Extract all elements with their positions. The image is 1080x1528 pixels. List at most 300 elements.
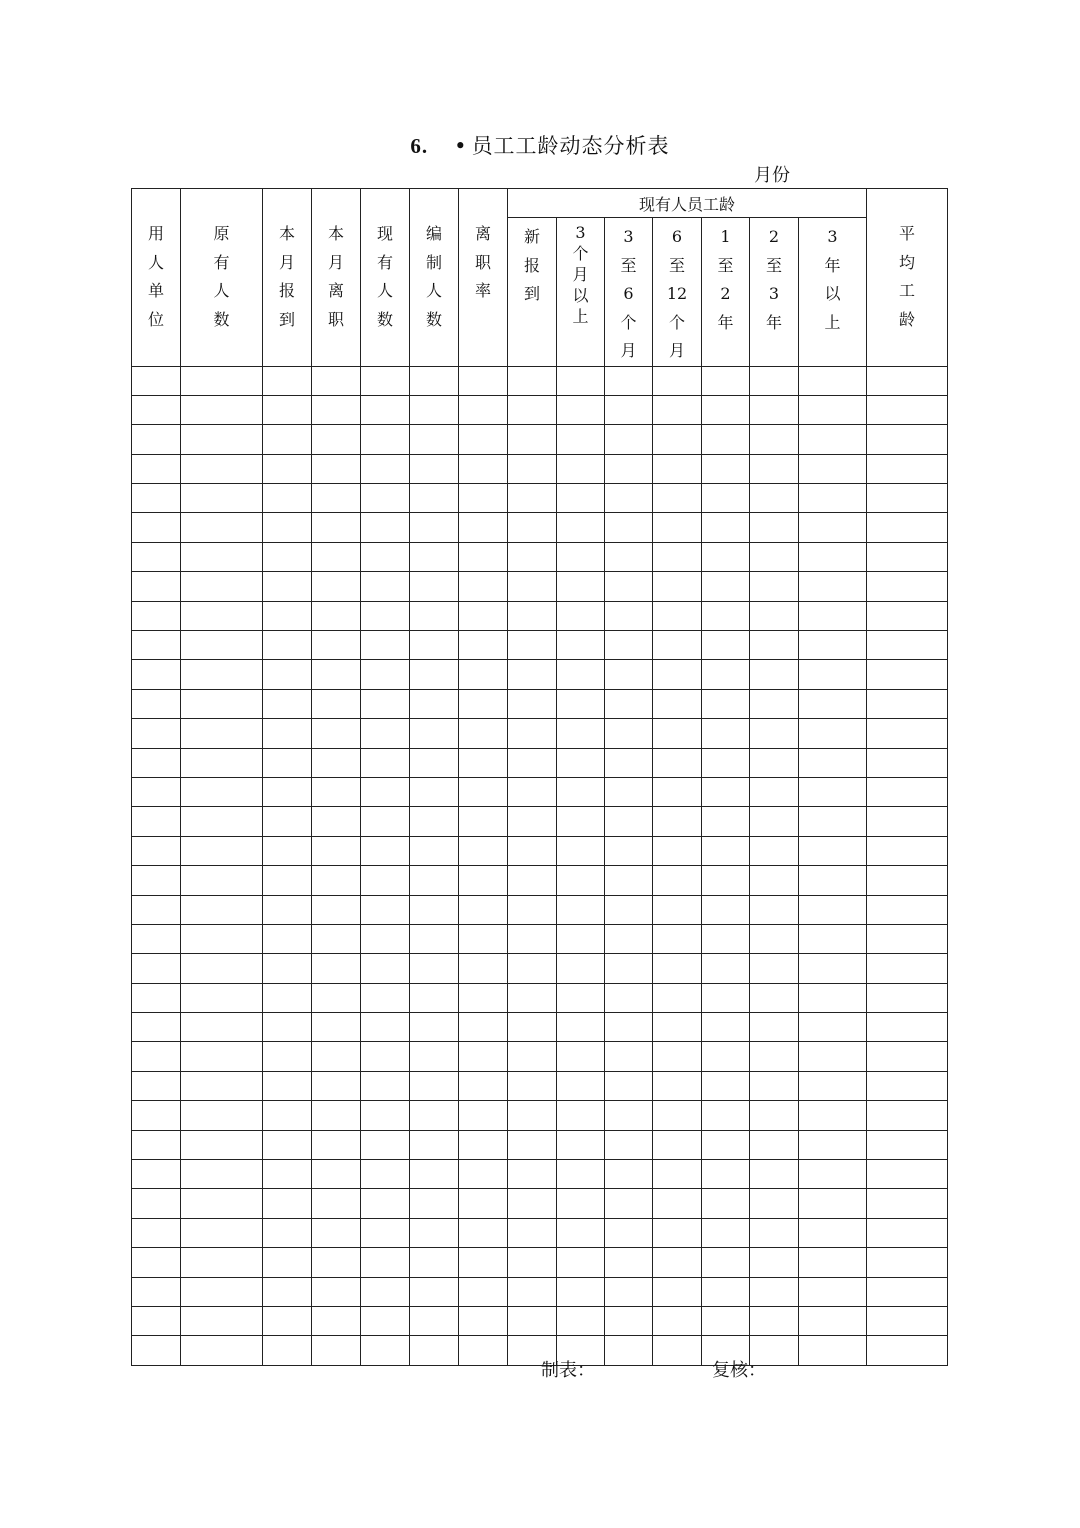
table-cell[interactable]: [799, 542, 867, 571]
table-cell[interactable]: [132, 1071, 181, 1100]
table-cell[interactable]: [181, 1013, 263, 1042]
table-cell[interactable]: [181, 631, 263, 660]
table-cell[interactable]: [312, 542, 361, 571]
table-cell[interactable]: [508, 1160, 557, 1189]
table-cell[interactable]: [799, 807, 867, 836]
table-cell[interactable]: [312, 1071, 361, 1100]
table-cell[interactable]: [867, 689, 948, 718]
table-cell[interactable]: [508, 866, 557, 895]
table-cell[interactable]: [605, 748, 653, 777]
table-cell[interactable]: [702, 748, 750, 777]
table-cell[interactable]: [702, 954, 750, 983]
table-cell[interactable]: [410, 601, 459, 630]
table-cell[interactable]: [181, 425, 263, 454]
table-cell[interactable]: [750, 807, 799, 836]
table-cell[interactable]: [459, 777, 508, 806]
table-cell[interactable]: [702, 1071, 750, 1100]
table-cell[interactable]: [653, 1277, 702, 1306]
table-cell[interactable]: [508, 983, 557, 1012]
table-cell[interactable]: [750, 542, 799, 571]
table-cell[interactable]: [132, 895, 181, 924]
table-cell[interactable]: [361, 924, 410, 953]
table-cell[interactable]: [508, 542, 557, 571]
table-cell[interactable]: [459, 719, 508, 748]
table-cell[interactable]: [799, 1336, 867, 1365]
table-cell[interactable]: [653, 1160, 702, 1189]
table-cell[interactable]: [410, 1248, 459, 1277]
table-cell[interactable]: [605, 1071, 653, 1100]
table-cell[interactable]: [181, 601, 263, 630]
table-cell[interactable]: [508, 1218, 557, 1247]
table-cell[interactable]: [867, 1189, 948, 1218]
table-cell[interactable]: [702, 1160, 750, 1189]
table-cell[interactable]: [361, 1160, 410, 1189]
table-cell[interactable]: [605, 366, 653, 395]
table-cell[interactable]: [867, 454, 948, 483]
table-cell[interactable]: [508, 1013, 557, 1042]
table-cell[interactable]: [410, 454, 459, 483]
table-cell[interactable]: [653, 1189, 702, 1218]
table-cell[interactable]: [508, 425, 557, 454]
table-cell[interactable]: [312, 1277, 361, 1306]
table-cell[interactable]: [181, 660, 263, 689]
table-cell[interactable]: [132, 1013, 181, 1042]
table-cell[interactable]: [508, 836, 557, 865]
table-cell[interactable]: [312, 631, 361, 660]
table-cell[interactable]: [132, 425, 181, 454]
table-cell[interactable]: [263, 631, 312, 660]
table-cell[interactable]: [459, 454, 508, 483]
table-cell[interactable]: [263, 1071, 312, 1100]
table-cell[interactable]: [312, 1160, 361, 1189]
table-cell[interactable]: [557, 1189, 605, 1218]
table-cell[interactable]: [799, 1013, 867, 1042]
table-cell[interactable]: [653, 1130, 702, 1159]
table-cell[interactable]: [605, 1101, 653, 1130]
table-cell[interactable]: [263, 1307, 312, 1336]
table-cell[interactable]: [557, 1130, 605, 1159]
table-cell[interactable]: [410, 924, 459, 953]
table-cell[interactable]: [799, 366, 867, 395]
table-cell[interactable]: [132, 366, 181, 395]
table-cell[interactable]: [181, 1277, 263, 1306]
table-cell[interactable]: [799, 1218, 867, 1247]
table-cell[interactable]: [459, 660, 508, 689]
table-cell[interactable]: [867, 572, 948, 601]
table-cell[interactable]: [181, 1042, 263, 1071]
table-cell[interactable]: [410, 1336, 459, 1365]
table-cell[interactable]: [410, 660, 459, 689]
table-cell[interactable]: [312, 924, 361, 953]
table-cell[interactable]: [508, 660, 557, 689]
table-cell[interactable]: [132, 1218, 181, 1247]
table-cell[interactable]: [702, 689, 750, 718]
table-cell[interactable]: [263, 1218, 312, 1247]
table-cell[interactable]: [605, 1042, 653, 1071]
table-cell[interactable]: [867, 1218, 948, 1247]
table-cell[interactable]: [361, 1189, 410, 1218]
table-cell[interactable]: [361, 1071, 410, 1100]
table-cell[interactable]: [867, 748, 948, 777]
table-cell[interactable]: [557, 983, 605, 1012]
table-cell[interactable]: [653, 395, 702, 424]
table-cell[interactable]: [867, 777, 948, 806]
table-cell[interactable]: [312, 366, 361, 395]
table-cell[interactable]: [361, 454, 410, 483]
table-cell[interactable]: [702, 366, 750, 395]
table-cell[interactable]: [605, 983, 653, 1012]
table-cell[interactable]: [750, 1189, 799, 1218]
table-cell[interactable]: [799, 748, 867, 777]
table-cell[interactable]: [605, 1130, 653, 1159]
table-cell[interactable]: [410, 1189, 459, 1218]
table-cell[interactable]: [653, 572, 702, 601]
table-cell[interactable]: [312, 777, 361, 806]
table-cell[interactable]: [557, 631, 605, 660]
table-cell[interactable]: [361, 572, 410, 601]
table-cell[interactable]: [361, 689, 410, 718]
table-cell[interactable]: [263, 1013, 312, 1042]
table-cell[interactable]: [181, 719, 263, 748]
table-cell[interactable]: [653, 1218, 702, 1247]
table-cell[interactable]: [508, 513, 557, 542]
table-cell[interactable]: [181, 1248, 263, 1277]
table-cell[interactable]: [312, 484, 361, 513]
table-cell[interactable]: [867, 836, 948, 865]
table-cell[interactable]: [410, 572, 459, 601]
table-cell[interactable]: [702, 484, 750, 513]
table-cell[interactable]: [653, 836, 702, 865]
table-cell[interactable]: [361, 954, 410, 983]
table-cell[interactable]: [750, 513, 799, 542]
table-cell[interactable]: [132, 631, 181, 660]
table-cell[interactable]: [410, 954, 459, 983]
table-cell[interactable]: [410, 719, 459, 748]
table-cell[interactable]: [702, 836, 750, 865]
table-cell[interactable]: [410, 1307, 459, 1336]
table-cell[interactable]: [702, 631, 750, 660]
table-cell[interactable]: [605, 777, 653, 806]
table-cell[interactable]: [361, 866, 410, 895]
table-cell[interactable]: [181, 895, 263, 924]
table-cell[interactable]: [605, 425, 653, 454]
table-cell[interactable]: [459, 836, 508, 865]
table-cell[interactable]: [653, 601, 702, 630]
table-cell[interactable]: [312, 719, 361, 748]
table-cell[interactable]: [799, 484, 867, 513]
table-cell[interactable]: [263, 895, 312, 924]
table-cell[interactable]: [181, 836, 263, 865]
table-cell[interactable]: [799, 1277, 867, 1306]
table-cell[interactable]: [361, 1277, 410, 1306]
table-cell[interactable]: [361, 395, 410, 424]
table-cell[interactable]: [750, 1042, 799, 1071]
table-cell[interactable]: [312, 1307, 361, 1336]
table-cell[interactable]: [361, 1307, 410, 1336]
table-cell[interactable]: [799, 425, 867, 454]
table-cell[interactable]: [263, 1248, 312, 1277]
table-cell[interactable]: [312, 866, 361, 895]
table-cell[interactable]: [263, 924, 312, 953]
table-cell[interactable]: [312, 1189, 361, 1218]
table-cell[interactable]: [702, 807, 750, 836]
table-cell[interactable]: [557, 1160, 605, 1189]
table-cell[interactable]: [263, 425, 312, 454]
table-cell[interactable]: [459, 983, 508, 1012]
table-cell[interactable]: [361, 542, 410, 571]
table-cell[interactable]: [508, 689, 557, 718]
table-cell[interactable]: [410, 895, 459, 924]
table-cell[interactable]: [312, 895, 361, 924]
table-cell[interactable]: [410, 836, 459, 865]
table-cell[interactable]: [361, 1336, 410, 1365]
table-cell[interactable]: [459, 572, 508, 601]
table-cell[interactable]: [181, 1189, 263, 1218]
table-cell[interactable]: [410, 1042, 459, 1071]
table-cell[interactable]: [867, 366, 948, 395]
table-cell[interactable]: [361, 983, 410, 1012]
table-cell[interactable]: [312, 601, 361, 630]
table-cell[interactable]: [361, 484, 410, 513]
table-cell[interactable]: [410, 484, 459, 513]
table-cell[interactable]: [702, 1189, 750, 1218]
table-cell[interactable]: [410, 748, 459, 777]
table-cell[interactable]: [605, 1336, 653, 1365]
table-cell[interactable]: [508, 1042, 557, 1071]
table-cell[interactable]: [557, 395, 605, 424]
table-cell[interactable]: [181, 1336, 263, 1365]
table-cell[interactable]: [799, 631, 867, 660]
table-cell[interactable]: [867, 1248, 948, 1277]
table-cell[interactable]: [361, 513, 410, 542]
table-cell[interactable]: [312, 1336, 361, 1365]
table-cell[interactable]: [312, 1218, 361, 1247]
table-cell[interactable]: [181, 954, 263, 983]
table-cell[interactable]: [508, 748, 557, 777]
table-cell[interactable]: [799, 895, 867, 924]
table-cell[interactable]: [312, 954, 361, 983]
table-cell[interactable]: [410, 1101, 459, 1130]
table-cell[interactable]: [263, 395, 312, 424]
table-cell[interactable]: [132, 1248, 181, 1277]
table-cell[interactable]: [799, 513, 867, 542]
table-cell[interactable]: [263, 1189, 312, 1218]
table-cell[interactable]: [508, 924, 557, 953]
table-cell[interactable]: [867, 954, 948, 983]
table-cell[interactable]: [263, 366, 312, 395]
table-cell[interactable]: [702, 1248, 750, 1277]
table-cell[interactable]: [557, 366, 605, 395]
table-cell[interactable]: [557, 836, 605, 865]
table-cell[interactable]: [750, 983, 799, 1012]
table-cell[interactable]: [653, 777, 702, 806]
table-cell[interactable]: [799, 454, 867, 483]
table-cell[interactable]: [181, 866, 263, 895]
table-cell[interactable]: [867, 1277, 948, 1306]
table-cell[interactable]: [799, 572, 867, 601]
table-cell[interactable]: [312, 1101, 361, 1130]
table-cell[interactable]: [867, 924, 948, 953]
table-cell[interactable]: [799, 601, 867, 630]
table-cell[interactable]: [508, 1277, 557, 1306]
table-cell[interactable]: [132, 689, 181, 718]
table-cell[interactable]: [132, 454, 181, 483]
table-cell[interactable]: [459, 513, 508, 542]
table-cell[interactable]: [361, 601, 410, 630]
table-cell[interactable]: [263, 572, 312, 601]
table-cell[interactable]: [312, 395, 361, 424]
table-cell[interactable]: [653, 542, 702, 571]
table-cell[interactable]: [361, 1101, 410, 1130]
table-cell[interactable]: [508, 572, 557, 601]
table-cell[interactable]: [459, 484, 508, 513]
table-cell[interactable]: [459, 601, 508, 630]
table-cell[interactable]: [508, 395, 557, 424]
table-cell[interactable]: [263, 513, 312, 542]
table-cell[interactable]: [410, 983, 459, 1012]
table-cell[interactable]: [605, 395, 653, 424]
table-cell[interactable]: [508, 954, 557, 983]
table-cell[interactable]: [799, 1101, 867, 1130]
table-cell[interactable]: [312, 748, 361, 777]
table-cell[interactable]: [410, 631, 459, 660]
table-cell[interactable]: [867, 1013, 948, 1042]
table-cell[interactable]: [263, 866, 312, 895]
table-cell[interactable]: [557, 484, 605, 513]
table-cell[interactable]: [702, 924, 750, 953]
table-cell[interactable]: [263, 542, 312, 571]
table-cell[interactable]: [508, 1101, 557, 1130]
table-cell[interactable]: [867, 542, 948, 571]
table-cell[interactable]: [702, 1013, 750, 1042]
table-cell[interactable]: [750, 748, 799, 777]
table-cell[interactable]: [702, 513, 750, 542]
table-cell[interactable]: [459, 1248, 508, 1277]
table-cell[interactable]: [263, 719, 312, 748]
table-cell[interactable]: [750, 924, 799, 953]
table-cell[interactable]: [799, 1160, 867, 1189]
table-cell[interactable]: [653, 954, 702, 983]
table-cell[interactable]: [750, 1218, 799, 1247]
table-cell[interactable]: [361, 895, 410, 924]
table-cell[interactable]: [132, 807, 181, 836]
table-cell[interactable]: [750, 1130, 799, 1159]
table-cell[interactable]: [702, 777, 750, 806]
table-cell[interactable]: [867, 601, 948, 630]
table-cell[interactable]: [459, 689, 508, 718]
table-cell[interactable]: [702, 1042, 750, 1071]
table-cell[interactable]: [867, 1071, 948, 1100]
table-cell[interactable]: [605, 484, 653, 513]
table-cell[interactable]: [750, 1013, 799, 1042]
table-cell[interactable]: [263, 484, 312, 513]
table-cell[interactable]: [799, 689, 867, 718]
table-cell[interactable]: [702, 719, 750, 748]
table-cell[interactable]: [410, 866, 459, 895]
table-cell[interactable]: [557, 454, 605, 483]
table-cell[interactable]: [867, 719, 948, 748]
table-cell[interactable]: [181, 513, 263, 542]
table-cell[interactable]: [867, 484, 948, 513]
table-cell[interactable]: [263, 748, 312, 777]
table-cell[interactable]: [181, 1101, 263, 1130]
table-cell[interactable]: [605, 631, 653, 660]
table-cell[interactable]: [361, 748, 410, 777]
table-cell[interactable]: [867, 807, 948, 836]
table-cell[interactable]: [702, 866, 750, 895]
table-cell[interactable]: [132, 1042, 181, 1071]
table-cell[interactable]: [361, 660, 410, 689]
table-cell[interactable]: [867, 1307, 948, 1336]
table-cell[interactable]: [263, 954, 312, 983]
table-cell[interactable]: [132, 601, 181, 630]
table-cell[interactable]: [132, 395, 181, 424]
table-cell[interactable]: [557, 1071, 605, 1100]
table-cell[interactable]: [557, 1307, 605, 1336]
table-cell[interactable]: [181, 395, 263, 424]
table-cell[interactable]: [605, 454, 653, 483]
table-cell[interactable]: [867, 895, 948, 924]
table-cell[interactable]: [459, 1277, 508, 1306]
table-cell[interactable]: [508, 484, 557, 513]
table-cell[interactable]: [702, 1277, 750, 1306]
table-cell[interactable]: [557, 748, 605, 777]
table-cell[interactable]: [459, 807, 508, 836]
table-cell[interactable]: [508, 631, 557, 660]
table-cell[interactable]: [181, 689, 263, 718]
table-cell[interactable]: [181, 366, 263, 395]
table-cell[interactable]: [653, 748, 702, 777]
table-cell[interactable]: [605, 807, 653, 836]
table-cell[interactable]: [750, 484, 799, 513]
table-cell[interactable]: [557, 1248, 605, 1277]
table-cell[interactable]: [263, 1101, 312, 1130]
table-cell[interactable]: [361, 1042, 410, 1071]
table-cell[interactable]: [459, 1130, 508, 1159]
table-cell[interactable]: [605, 513, 653, 542]
table-cell[interactable]: [799, 1248, 867, 1277]
table-cell[interactable]: [557, 1101, 605, 1130]
table-cell[interactable]: [702, 1130, 750, 1159]
table-cell[interactable]: [702, 572, 750, 601]
table-cell[interactable]: [557, 1218, 605, 1247]
table-cell[interactable]: [605, 572, 653, 601]
table-cell[interactable]: [653, 631, 702, 660]
table-cell[interactable]: [750, 719, 799, 748]
table-cell[interactable]: [799, 1042, 867, 1071]
table-cell[interactable]: [653, 895, 702, 924]
table-cell[interactable]: [508, 807, 557, 836]
table-cell[interactable]: [263, 836, 312, 865]
table-cell[interactable]: [181, 1130, 263, 1159]
table-cell[interactable]: [459, 1042, 508, 1071]
table-cell[interactable]: [867, 631, 948, 660]
table-cell[interactable]: [263, 1336, 312, 1365]
table-cell[interactable]: [361, 1248, 410, 1277]
table-cell[interactable]: [508, 601, 557, 630]
table-cell[interactable]: [557, 689, 605, 718]
table-cell[interactable]: [132, 719, 181, 748]
table-cell[interactable]: [459, 895, 508, 924]
table-cell[interactable]: [361, 777, 410, 806]
table-cell[interactable]: [750, 631, 799, 660]
table-cell[interactable]: [312, 836, 361, 865]
table-cell[interactable]: [508, 719, 557, 748]
table-cell[interactable]: [459, 1013, 508, 1042]
table-cell[interactable]: [750, 1248, 799, 1277]
table-cell[interactable]: [263, 777, 312, 806]
table-cell[interactable]: [459, 748, 508, 777]
